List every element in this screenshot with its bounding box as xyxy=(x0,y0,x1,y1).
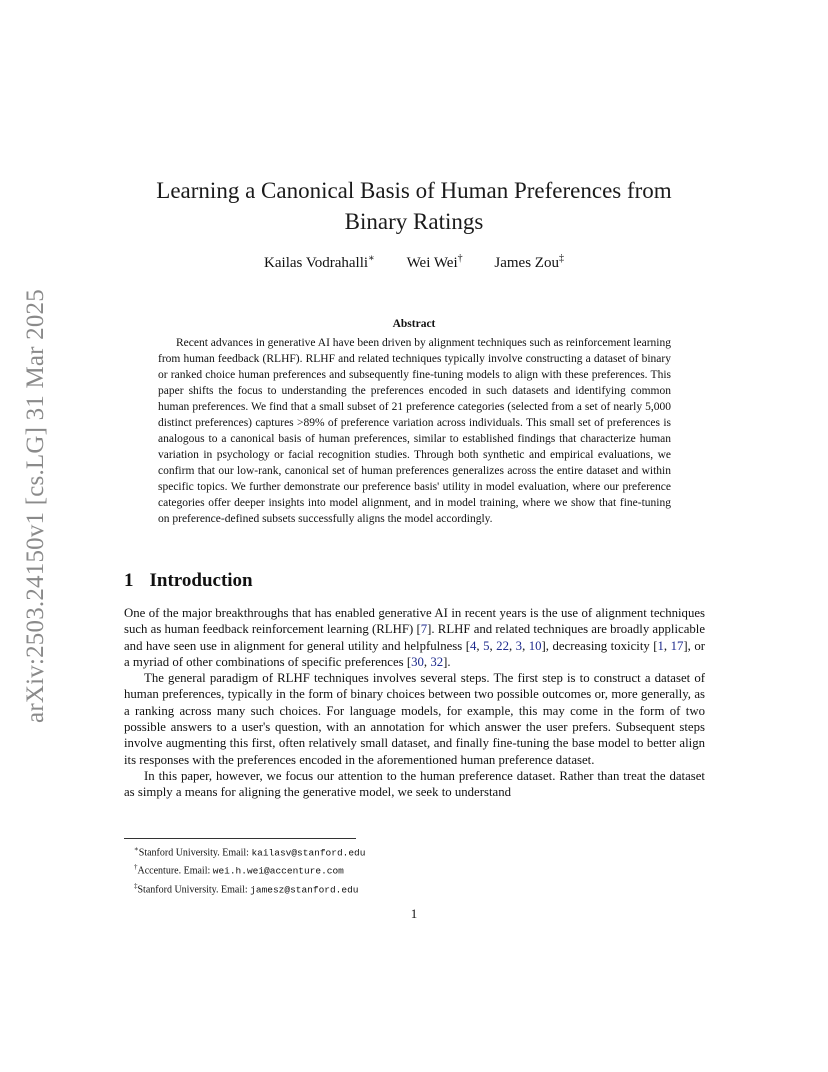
arxiv-identifier-text: arXiv:2503.24150v1 [cs.LG] 31 Mar 2025 xyxy=(22,289,50,723)
section-number: 1 xyxy=(124,570,134,591)
citation-link[interactable]: 3 xyxy=(515,638,523,653)
footnote-email[interactable]: wei.h.wei@accenture.com xyxy=(212,865,344,877)
intro-paragraph-1: One of the major breakthroughs that has enabled generative AI in recent years is the use of alignment techniques such as human feedback reinforcement learning (RLHF) [7]. RLHF and related techniques are broadly applicable and have seen use in alignment for general utility and helpfulness [4, 5, 22, 3, 10], decreasing toxicity [1, 17], or a myriad of other combinations of specific preferences [30, 32]. xyxy=(124,606,706,669)
paper-title xyxy=(100,175,728,237)
author-name: Wei Wei xyxy=(406,255,458,271)
footnote-email[interactable]: kailasv@stanford.edu xyxy=(251,847,366,859)
author-1 xyxy=(264,253,375,272)
author-footnote-mark: † xyxy=(457,253,463,264)
author-footnote-mark: ∗ xyxy=(368,253,375,264)
abstract-paragraph: Recent advances in generative AI have been driven by alignment techniques such as reinforcement learning from human feedback (RLHF). RLHF and related techniques typically involve constructing a dataset of binary or ranked choice human preferences and subsequently fine-tuning models to align with these preferences. This paper shifts the focus to understanding the preferences encoded in such datasets and identifying common human preferences. We find that a small subset of 21 preference categories (selected from a set of nearly 5,000 distinct preferences) captures >89% of preference variation across individuals. This small set of preferences is analogous to a canonical basis of human preferences, similar to established findings that characterize human variation in psychology or facial recognition studies. Through both synthetic and empirical evaluations, we confirm that our low-rank, canonical set of human preferences generalizes across the entire dataset and within specific topics. We further demonstrate our preference basis' utility in model evaluation, where our preference categories offer deeper insights into model alignment, and in model training, where we show that fine-tuning on preference-defined subsets successfully aligns the model accordingly. xyxy=(158,337,671,525)
footnote-divider xyxy=(124,838,356,839)
citation-link[interactable]: 17 xyxy=(670,638,684,653)
citation-link[interactable]: 4 xyxy=(469,638,477,653)
citation-link[interactable]: 10 xyxy=(528,638,542,653)
text-run: One of the major breakthroughs that has enabled generative AI in recent years is the use of alignment techniques such as human feedback reinforcement learning (RLHF) [ xyxy=(124,606,705,637)
citation-link[interactable]: 7 xyxy=(420,622,428,637)
section-title: Introduction xyxy=(149,570,253,591)
text-run: ], decreasing toxicity [ xyxy=(541,638,658,653)
author-3 xyxy=(494,253,564,272)
footnote-2 xyxy=(134,860,365,878)
footnote-text: Stanford University. Email: xyxy=(138,847,252,859)
author-2 xyxy=(407,253,463,272)
title-line-2: Binary Ratings xyxy=(344,209,484,234)
intro-paragraph-3: In this paper, however, we focus our attention to the human preference dataset. Rather than treat the dataset as simply a means for aligning the generative model, we seek to understand xyxy=(124,768,705,800)
introduction-body xyxy=(124,605,705,801)
footnote-email[interactable]: jamesz@stanford.edu xyxy=(250,883,359,895)
author-name: Kailas Vodrahalli xyxy=(264,255,369,271)
author-list xyxy=(100,253,728,272)
author-footnote-mark: ‡ xyxy=(558,253,564,264)
citation-link[interactable]: 5 xyxy=(483,638,490,653)
footnote-mark: † xyxy=(134,863,138,872)
citation-link[interactable]: 32 xyxy=(430,654,444,669)
footnote-mark: ∗ xyxy=(134,845,139,853)
footnote-mark: ‡ xyxy=(134,881,138,890)
intro-paragraph-2: The general paradigm of RLHF techniques involves several steps. The first step is to construct a dataset of human preferences, typically in the form of binary choices between two possible outcomes or, more generally, as a ranking across many such choices. For language models, for example, this may come in the form of two possible answers to a user's question, with an annotation for which answer the user prefers. Subsequent steps involve augmenting this first, often relatively small dataset, and finally fine-tuning the base model to better align its responses with the preferences encoded in the aforementioned human preference dataset. xyxy=(124,671,705,767)
abstract-heading: Abstract xyxy=(392,318,436,330)
text-run: ], or a myriad of other combinations of specific preferences [ xyxy=(124,638,706,669)
abstract-body xyxy=(158,335,671,527)
footnote-text: Accenture. Email: xyxy=(137,865,213,877)
title-line-1: Learning a Canonical Basis of Human Preferences from xyxy=(156,178,672,203)
text-run: ]. xyxy=(443,654,451,669)
section-heading-introduction xyxy=(124,570,253,592)
footnote-3 xyxy=(134,879,365,897)
page-number: 1 xyxy=(410,906,418,921)
footnotes xyxy=(134,842,365,897)
citation-link[interactable]: 30 xyxy=(411,654,424,669)
footnote-text: Stanford University. Email: xyxy=(137,883,251,895)
arxiv-identifier xyxy=(6,256,66,756)
text-run: ]. RLHF and related techniques are broadly applicable and have seen use in alignment for general utility and helpfulness [ xyxy=(124,622,706,653)
citation-link[interactable]: 1 xyxy=(657,638,664,653)
author-name: James Zou xyxy=(494,255,559,271)
citation-link[interactable]: 22 xyxy=(496,638,509,653)
footnote-1 xyxy=(134,842,365,860)
